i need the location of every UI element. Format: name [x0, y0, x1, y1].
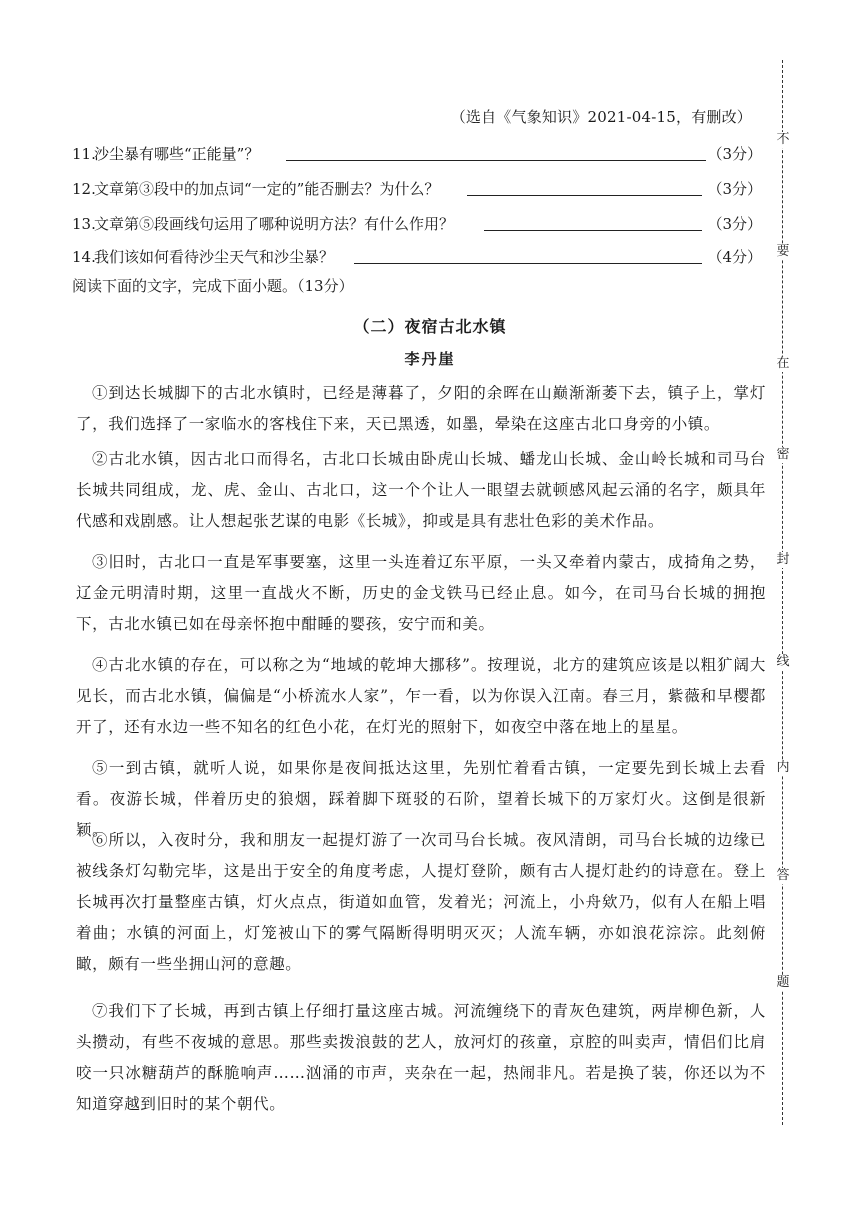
paragraph-3: ③旧时，古北口一直是军事要塞，这里一头连着辽东平原，一头又牵着内蒙古，成掎角之势，辽金元明清时期，这里一直战火不断，历史的金戈铁马已经止息。如今，在司马台长城的拥抱下，古北水镇已如在母亲怀抱中酣睡的婴孩，安宁而和美。: [76, 553, 766, 633]
seal-char: 内: [773, 760, 793, 776]
seal-char: 题: [773, 975, 793, 991]
article-title: （二）夜宿古北水镇: [353, 317, 507, 336]
question-text: 文章第⑤段画线句运用了哪种说明方法？有什么作用？: [94, 215, 455, 233]
paragraph-6: ⑥所以，入夜时分，我和朋友一起提灯游了一次司马台长城。夜风清朗，司马台长城的边缘已被线条灯勾勒完毕，这是出于安全的角度考虑，人提灯登阶，颇有古人提灯赴约的诗意在。登上长城再次打量整座古镇，灯火点点，街道如血管，发着光；河流上，小舟欸乃，似有人在船上唱着曲；水镇的河面上，灯笼被山下的雾气隔断得明明灭灭；人流车辆，亦如浪花淙淙。此刻俯瞰，颇有一些坐拥山河的意趣。: [76, 831, 766, 973]
question-score: （3分）: [707, 145, 762, 163]
seal-char: 在: [773, 356, 793, 372]
seal-char: 封: [773, 552, 793, 568]
seal-char: 要: [773, 244, 793, 260]
answer-blank[interactable]: [467, 195, 702, 196]
question-13: [72, 213, 762, 237]
question-score: （3分）: [707, 180, 762, 198]
question-12: [72, 178, 762, 202]
question-text: 文章第③段中的加点词“一定的”能否删去？为什么？: [94, 180, 440, 198]
paragraph-2: ②古北水镇，因古北口而得名，古北口长城由卧虎山长城、蟠龙山长城、金山岭长城和司马台长城共同组成，龙、虎、金山、古北口，这一个个让人一眼望去就顿感风起云涌的名字，颇具年代感和戏剧感。让人想起张艺谋的电影《长城》，抑或是具有悲壮色彩的美术作品。: [76, 450, 766, 530]
answer-blank[interactable]: [286, 160, 706, 161]
seal-char: 密: [773, 447, 793, 463]
paragraph-1: ①到达长城脚下的古北水镇时，已经是薄暮了，夕阳的余晖在山巅渐渐萎下去，镇子上，掌灯了，我们选择了一家临水的客栈住下来，天已黑透，如墨，晕染在这座古北口身旁的小镇。: [76, 384, 766, 433]
article-author: 李丹崖: [404, 350, 456, 368]
seal-binding-line: [773, 60, 793, 1125]
question-11: [72, 143, 762, 167]
seal-char: 不: [773, 132, 793, 148]
answer-blank[interactable]: [354, 263, 702, 264]
question-14: [72, 246, 762, 270]
paragraph-4: ④古北水镇的存在，可以称之为“地域的乾坤大挪移”。按理说，北方的建筑应该是以粗犷阔大见长，而古北水镇，偏偏是“小桥流水人家”，乍一看，以为你误入江南。春三月，紫薇和早樱都开了，还有水边一些不知名的红色小花，在灯光的照射下，如夜空中落在地上的星星。: [76, 656, 766, 736]
question-score: （3分）: [707, 215, 762, 233]
question-number: 12.: [72, 180, 96, 198]
source-citation: （选自《气象知识》2021-04-15，有删改）: [450, 108, 752, 126]
paragraph-7: ⑦我们下了长城，再到古镇上仔细打量这座古城。河流缠绕下的青灰色建筑，两岸柳色新，人头攒动，有些不夜城的意思。那些卖拨浪鼓的艺人，放河灯的孩童，京腔的叫卖声，情侣们比肩咬一只冰糖葫芦的酥脆响声……汹涌的市声，夹杂在一起，热闹非凡。若是换了装，你还以为不知道穿越到旧时的某个朝代。: [76, 1002, 766, 1113]
answer-blank[interactable]: [484, 230, 702, 231]
question-number: 14.: [72, 248, 96, 266]
question-text: 我们该如何看待沙尘天气和沙尘暴？: [94, 248, 335, 266]
seal-char: 答: [773, 868, 793, 884]
seal-char: 线: [773, 654, 793, 670]
question-score: （4分）: [707, 248, 762, 266]
reading-instruction: 阅读下面的文字，完成下面小题。（13分）: [72, 277, 354, 295]
question-number: 11.: [72, 145, 96, 163]
dashed-seal-line: [782, 60, 783, 1125]
question-text: 沙尘暴有哪些“正能量”？: [94, 145, 260, 163]
paragraph-5: ⑤一到古镇，就听人说，如果你是夜间抵达这里，先别忙着看古镇，一定要先到长城上去看看。夜游长城，伴着历史的狼烟，踩着脚下斑驳的石阶，望着长城下的万家灯火。这倒是很新颖。: [76, 759, 766, 839]
question-number: 13.: [72, 215, 96, 233]
